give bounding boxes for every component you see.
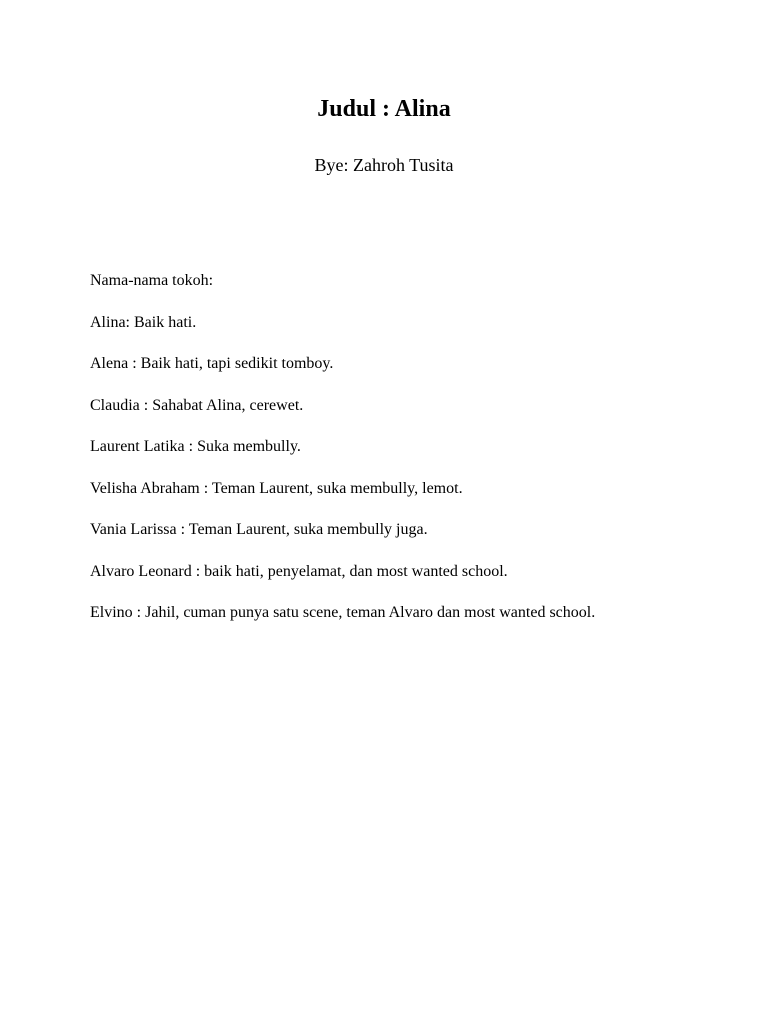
character-entry-velisha: Velisha Abraham : Teman Laurent, suka membully, lemot.	[90, 479, 463, 497]
character-entry-elvino: Elvino : Jahil, cuman punya satu scene, teman Alvaro dan most wanted school.	[90, 604, 596, 621]
character-entry-claudia: Claudia : Sahabat Alina, cerewet.	[90, 396, 304, 414]
author-line: Bye: Zahroh Tusita	[314, 155, 454, 175]
character-entry-vania: Vania Larissa : Teman Laurent, suka membully juga.	[90, 521, 428, 538]
character-entry-alvaro: Alvaro Leonard : baik hati, penyelamat, dan most wanted school.	[90, 562, 508, 580]
character-list-heading: Nama-nama tokoh:	[90, 272, 214, 289]
character-entry-laurent: Laurent Latika : Suka membully.	[90, 438, 301, 455]
character-entry-alena: Alena : Baik hati, tapi sedikit tomboy.	[90, 355, 334, 372]
document-title: Judul : Alina	[317, 96, 451, 122]
character-list-section	[90, 270, 730, 644]
character-entry-alina: Alina: Baik hati.	[90, 313, 197, 331]
